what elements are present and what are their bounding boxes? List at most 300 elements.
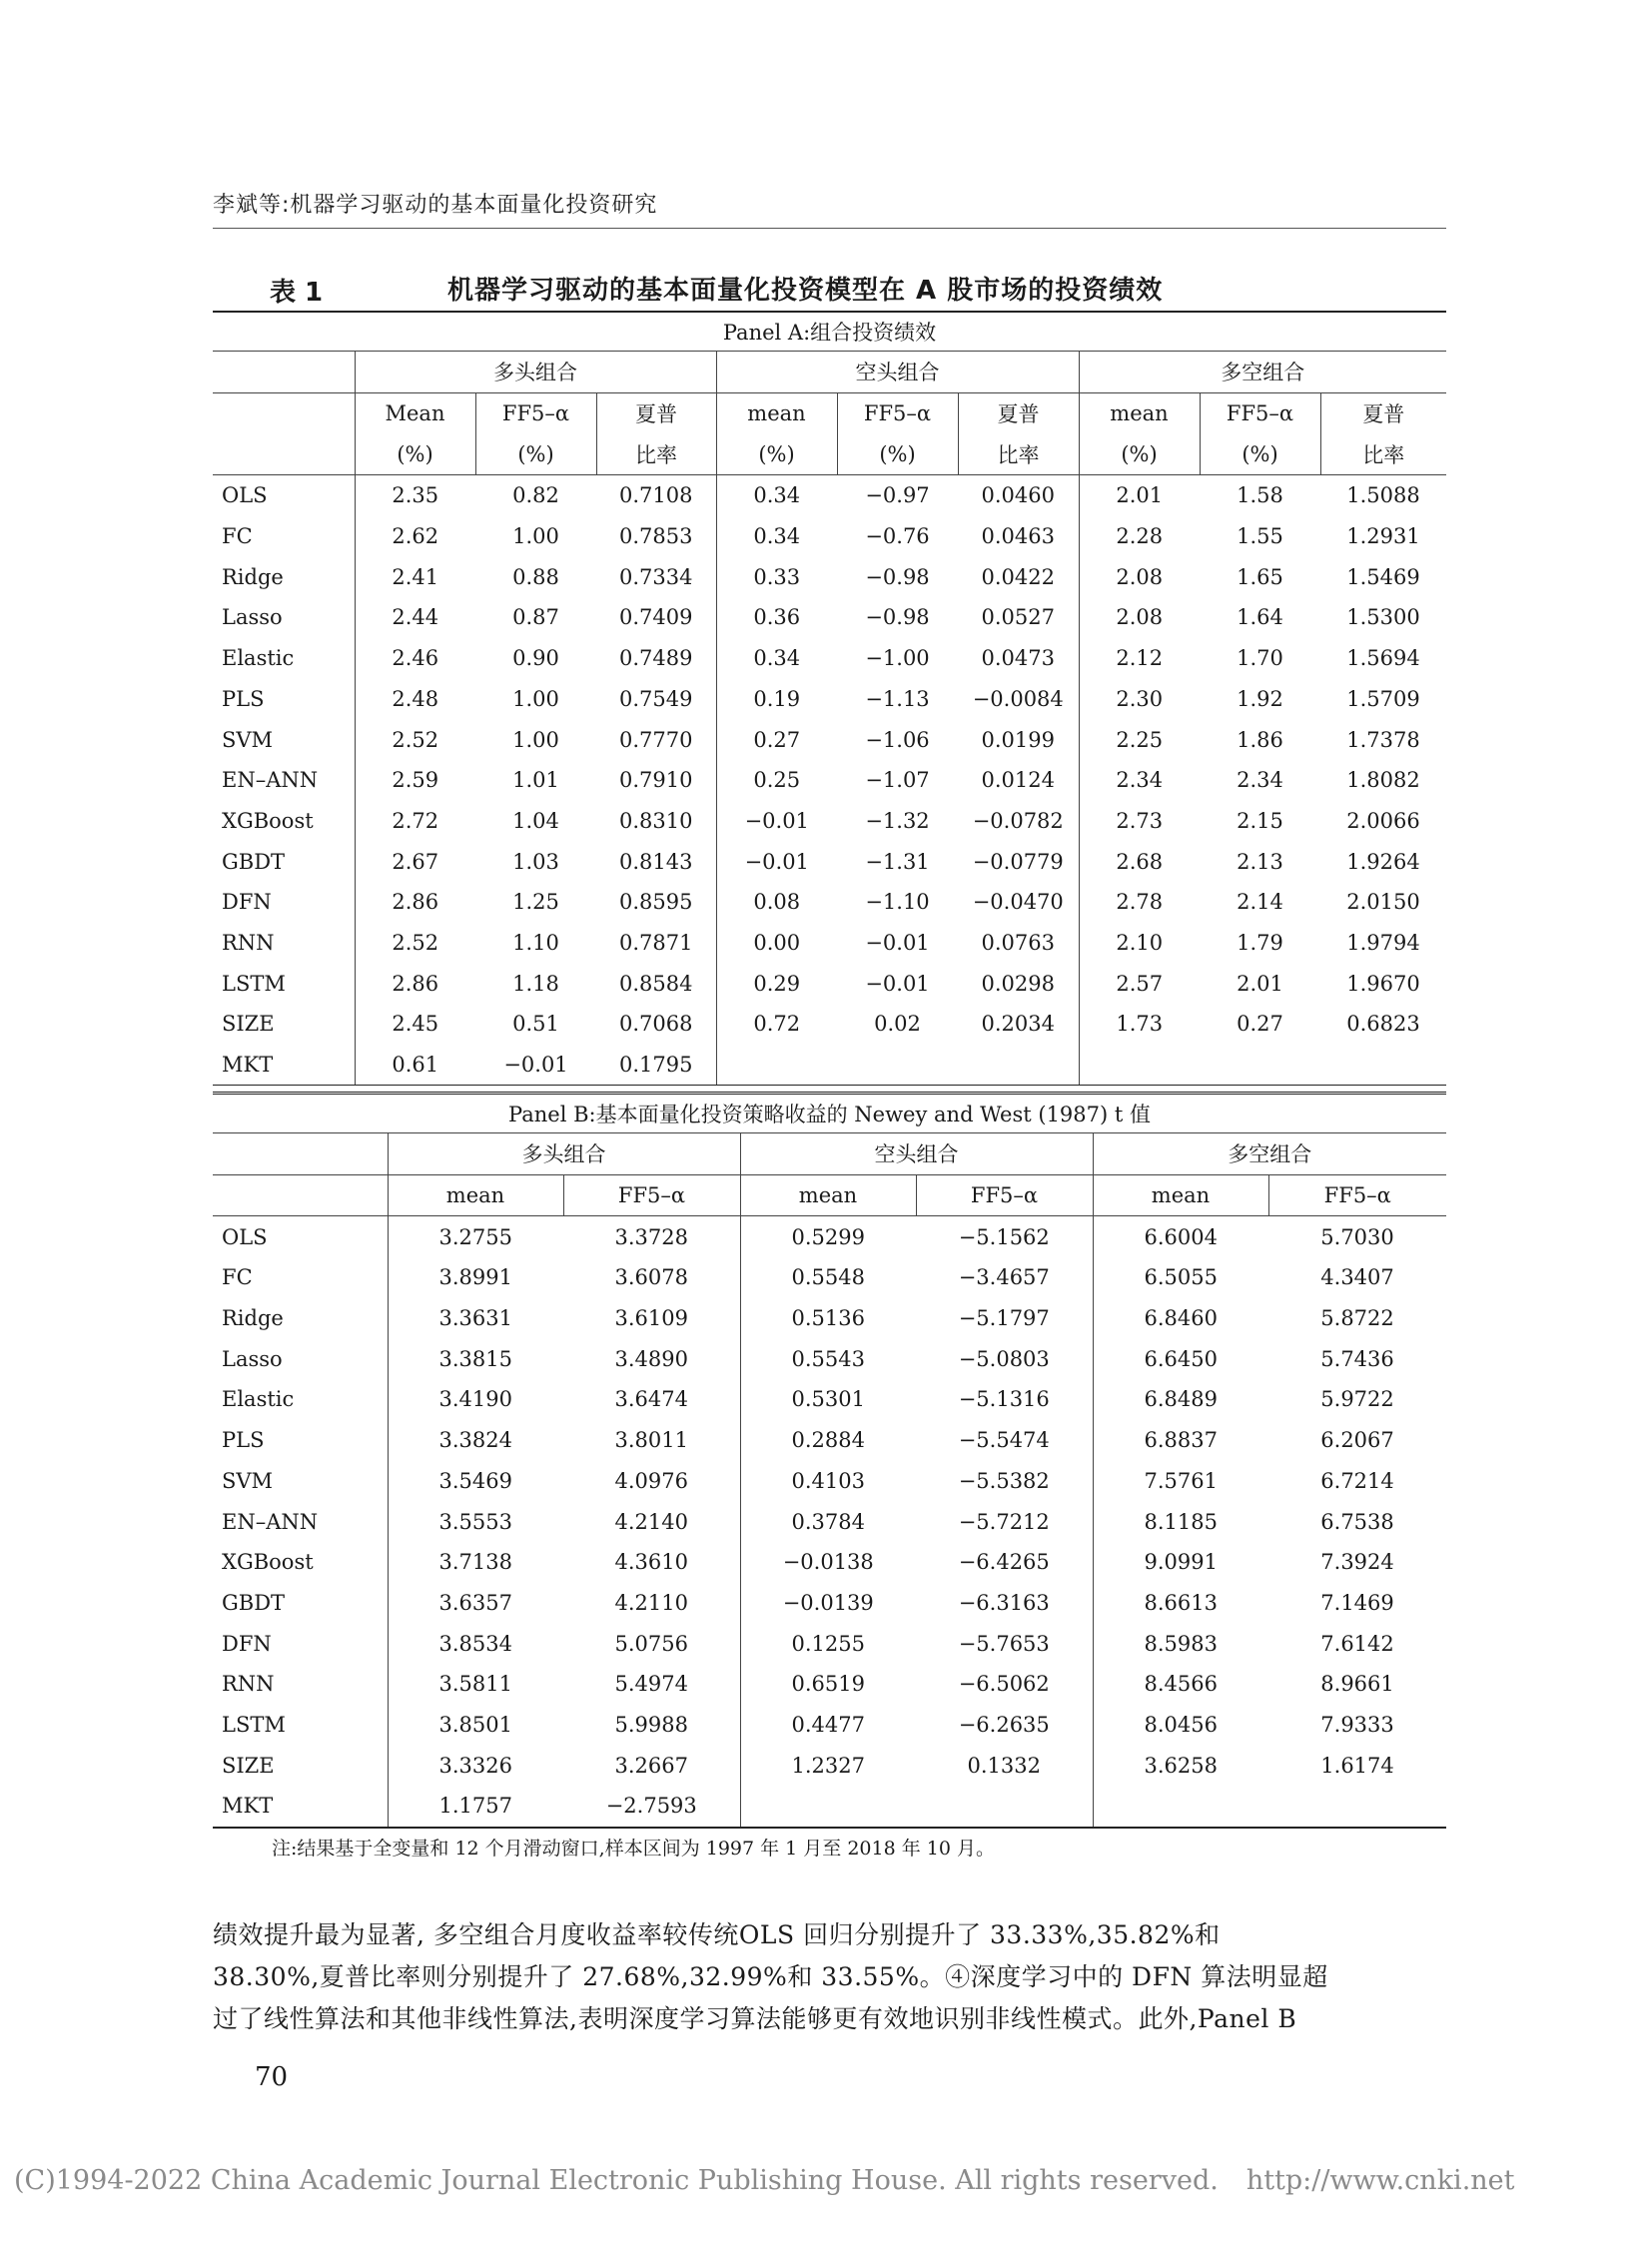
row-label: FC [213, 516, 355, 557]
table-cell: −5.1316 [916, 1379, 1093, 1420]
row-label: OLS [213, 1216, 388, 1257]
table-row [213, 1623, 1446, 1664]
table-cell: 7.9333 [1320, 1712, 1394, 1737]
table-row [213, 1045, 1446, 1086]
row-label: PLS [213, 1420, 388, 1461]
table-cell: −2.7593 [563, 1786, 740, 1828]
table-cell: 0.7334 [596, 556, 716, 597]
table-row [213, 597, 1446, 638]
row-label: MKT [213, 1786, 388, 1828]
subheader-unit: (%) [716, 433, 837, 474]
table-cell: 6.7214 [1320, 1468, 1394, 1493]
table-cell: 8.9661 [1320, 1672, 1394, 1697]
table-cell: 2.67 [392, 849, 439, 874]
table-cell: 6.7538 [1320, 1509, 1394, 1534]
stub-header [213, 433, 355, 474]
table-cell: 3.5811 [438, 1672, 512, 1697]
table-cell: 1.70 [1237, 646, 1283, 671]
table-cell: 1.5469 [1346, 564, 1420, 589]
table-cell: 5.7030 [1320, 1224, 1394, 1249]
table-cell: −6.5062 [916, 1664, 1093, 1705]
table-cell: 1.04 [512, 808, 559, 833]
table-cell: 2.45 [392, 1012, 439, 1037]
row-label: SVM [213, 1461, 388, 1502]
table-cell: 0.33 [753, 564, 801, 589]
table-cell: 0.8595 [596, 882, 716, 923]
table-cell: 3.8501 [438, 1712, 512, 1737]
table-cell: 2.86 [392, 971, 439, 996]
table-cell: 0.87 [512, 605, 559, 630]
table-note: 注:结果基于全变量和 12 个月滑动窗口,样本区间为 1997 年 1 月至 2018 年 10 月。 [272, 1838, 995, 1860]
table-cell: 0.61 [355, 1045, 475, 1086]
table-cell: 2.48 [392, 686, 439, 711]
table-cell: 3.3728 [563, 1216, 740, 1257]
table-cell: 0.7549 [596, 679, 716, 720]
group-header-long: 多头组合 [388, 1133, 740, 1175]
group-header-long-short: 多空组合 [1079, 352, 1446, 393]
table-cell: −5.7653 [916, 1623, 1093, 1664]
subheader: mean [1093, 1174, 1268, 1216]
table-cell [1093, 1786, 1268, 1828]
table-cell: 1.2327 [791, 1753, 865, 1778]
table-title: 机器学习驱动的基本面量化投资模型在 A 股市场的投资绩效 [447, 276, 1164, 306]
table-cell: 5.7436 [1320, 1346, 1394, 1371]
table-cell: −1.07 [865, 768, 930, 793]
table-cell: 3.6474 [563, 1379, 740, 1420]
row-label: SIZE [213, 1004, 355, 1045]
table-cell: 1.5300 [1346, 605, 1420, 630]
table-cell: 3.4190 [438, 1387, 512, 1412]
table-cell: 4.0976 [563, 1461, 740, 1502]
subheader: FF5–α [475, 392, 596, 433]
table-row [213, 1664, 1446, 1705]
table-cell: 1.1757 [388, 1786, 563, 1828]
table-cell: 0.7853 [596, 516, 716, 557]
table-row [213, 1501, 1446, 1542]
table-cell: 0.0124 [958, 760, 1079, 801]
table-cell: 4.2140 [563, 1501, 740, 1542]
table-row [213, 1583, 1446, 1624]
table-cell: −0.01 [744, 808, 809, 833]
table-cell: 0.7068 [596, 1004, 716, 1045]
row-label: PLS [213, 679, 355, 720]
table-cell: 6.8460 [1144, 1306, 1218, 1331]
table-cell [1320, 1045, 1446, 1086]
table-cell: 0.4103 [791, 1468, 865, 1493]
table-cell: 0.02 [874, 1012, 921, 1037]
table-cell: −0.98 [865, 605, 930, 630]
table-cell: −5.0803 [916, 1338, 1093, 1379]
table-cell: 1.92 [1237, 686, 1283, 711]
table-cell: 6.5055 [1144, 1265, 1218, 1290]
table-cell: 5.9988 [563, 1705, 740, 1746]
table-row [213, 1461, 1446, 1502]
table-row [213, 1420, 1446, 1461]
table-cell: 2.01 [1237, 971, 1283, 996]
table-row [213, 638, 1446, 679]
group-header-short: 空头组合 [716, 352, 1079, 393]
footer [14, 2165, 1515, 2196]
table-cell: 1.00 [512, 727, 559, 752]
subheader: FF5–α [1200, 392, 1320, 433]
table-cell: 1.64 [1237, 605, 1283, 630]
table-cell: 6.2067 [1320, 1428, 1394, 1453]
table-cell: 0.27 [1237, 1012, 1283, 1037]
table-cell: 3.8991 [438, 1265, 512, 1290]
table-cell: −0.0470 [958, 882, 1079, 923]
table-cell: 0.90 [512, 646, 559, 671]
table-cell: 3.3631 [438, 1306, 512, 1331]
table-cell: 1.03 [512, 849, 559, 874]
table-cell: −0.0779 [958, 841, 1079, 882]
table-cell: 0.8584 [596, 963, 716, 1004]
table-cell: 0.6823 [1346, 1012, 1420, 1037]
table-cell: 2.08 [1116, 564, 1164, 589]
table-cell: 1.01 [512, 768, 559, 793]
table-cell: 4.3610 [563, 1542, 740, 1583]
table-cell: −0.97 [865, 483, 930, 508]
table-cell: 2.41 [392, 564, 439, 589]
subheader: FF5–α [1268, 1174, 1446, 1216]
table-cell: −5.1562 [916, 1216, 1093, 1257]
subheader-unit: 比率 [958, 433, 1079, 474]
row-label: MKT [213, 1045, 355, 1086]
row-label: XGBoost [213, 801, 355, 842]
table-cell: 0.0527 [958, 597, 1079, 638]
row-label: XGBoost [213, 1542, 388, 1583]
table-cell: 0.7108 [596, 475, 716, 516]
table-cell: 1.73 [1116, 1012, 1164, 1037]
table-cell: 2.57 [1116, 971, 1164, 996]
table-cell: 0.1332 [916, 1745, 1093, 1786]
row-label: EN–ANN [213, 760, 355, 801]
table-row [213, 1298, 1446, 1339]
table-cell: 1.86 [1237, 727, 1283, 752]
table-row [213, 882, 1446, 923]
table-cell: 0.8143 [596, 841, 716, 882]
table-cell: 0.7770 [596, 719, 716, 760]
subheader: mean [716, 392, 837, 433]
subheader: 夏普 [1362, 402, 1405, 427]
table-cell: −6.3163 [916, 1583, 1093, 1624]
table-cell: 1.7378 [1346, 727, 1420, 752]
table-cell: 8.0456 [1144, 1712, 1218, 1737]
table-cell: 2.52 [392, 727, 439, 752]
table-row [213, 841, 1446, 882]
table-cell: 1.9670 [1346, 971, 1420, 996]
table-cell: 0.51 [512, 1012, 559, 1037]
table-cell: 0.88 [512, 564, 559, 589]
table-cell: 0.00 [753, 930, 801, 955]
table-cell: 0.0473 [958, 638, 1079, 679]
table-row [213, 475, 1446, 516]
header-rule [213, 228, 1446, 229]
page-number: 70 [255, 2062, 289, 2092]
table-cell: 6.8489 [1144, 1387, 1218, 1412]
table-cell: 0.5548 [791, 1265, 865, 1290]
subheader-unit: 比率 [596, 433, 716, 474]
table-cell: 3.3824 [438, 1428, 512, 1453]
running-head: 李斌等:机器学习驱动的基本面量化投资研究 [213, 193, 658, 218]
table-cell: 6.6004 [1144, 1224, 1218, 1249]
row-label: RNN [213, 1664, 388, 1705]
subheader: mean [388, 1174, 563, 1216]
table-cell: 3.6078 [563, 1257, 740, 1298]
table-row [213, 1745, 1446, 1786]
table-cell: −0.0084 [958, 679, 1079, 720]
table-cell: 2.0150 [1346, 890, 1420, 915]
table-cell: 0.0298 [958, 963, 1079, 1004]
table-cell: −1.00 [865, 646, 930, 671]
table-cell: 0.6519 [791, 1672, 865, 1697]
panel-b-table [213, 1092, 1446, 1829]
row-label: LSTM [213, 1705, 388, 1746]
panel-b-title: Panel B:基本面量化投资策略收益的 Newey and West (1987) t 值 [213, 1094, 1446, 1133]
subheader: FF5–α [916, 1174, 1093, 1216]
table-cell: 2.25 [1116, 727, 1164, 752]
subheader: mean [740, 1174, 916, 1216]
table-row [213, 516, 1446, 557]
table-row [213, 923, 1446, 964]
table-cell [958, 1045, 1079, 1086]
table-cell: 1.55 [1237, 524, 1283, 549]
table-cell: 2.59 [392, 768, 439, 793]
table-cell: 1.9264 [1346, 849, 1420, 874]
table-cell: 1.25 [512, 890, 559, 915]
stub-header [213, 1133, 388, 1175]
table-cell: 1.8082 [1346, 768, 1420, 793]
group-header-short: 空头组合 [740, 1133, 1093, 1175]
table-cell: 2.30 [1116, 686, 1164, 711]
subheader-unit: 比率 [1320, 433, 1446, 474]
subheader-unit: (%) [1079, 433, 1200, 474]
table-cell: 0.7489 [596, 638, 716, 679]
subheader: FF5–α [837, 392, 958, 433]
table-cell: 3.6109 [563, 1298, 740, 1339]
subheader-unit: (%) [355, 433, 475, 474]
table-cell: 3.4890 [563, 1338, 740, 1379]
row-label: Ridge [213, 556, 355, 597]
table-cell: −6.4265 [916, 1542, 1093, 1583]
table-cell: 4.3407 [1320, 1265, 1394, 1290]
table-row [213, 1257, 1446, 1298]
table-cell: 3.2667 [563, 1745, 740, 1786]
table-cell: −0.76 [865, 524, 930, 549]
row-label: DFN [213, 1623, 388, 1664]
table-cell: 3.6258 [1144, 1753, 1218, 1778]
table-cell: −0.98 [865, 564, 930, 589]
table-cell: 2.10 [1116, 930, 1164, 955]
table-cell: −1.10 [865, 890, 930, 915]
stub-header [213, 392, 355, 433]
group-header-long: 多头组合 [355, 352, 716, 393]
table-row [213, 801, 1446, 842]
table-cell: 3.6357 [438, 1590, 512, 1615]
row-label: Ridge [213, 1298, 388, 1339]
table-cell: 0.0460 [958, 475, 1079, 516]
table-cell [1079, 1045, 1200, 1086]
table-cell: −0.01 [865, 971, 930, 996]
table-cell: −0.01 [475, 1045, 596, 1086]
table-cell: 7.3924 [1320, 1550, 1394, 1575]
table-cell: 0.29 [753, 971, 801, 996]
table-cell: 0.1255 [791, 1631, 865, 1656]
table-row [213, 719, 1446, 760]
table-cell: −1.32 [865, 808, 930, 833]
table-cell: 0.34 [753, 483, 801, 508]
table-cell: −0.01 [744, 849, 809, 874]
table-cell: 2.73 [1116, 808, 1164, 833]
table-cell: 8.4566 [1144, 1672, 1218, 1697]
row-label: Elastic [213, 1379, 388, 1420]
stub-header [213, 1174, 388, 1216]
row-label: DFN [213, 882, 355, 923]
table-cell: 2.28 [1116, 524, 1164, 549]
table-cell: −0.0782 [958, 801, 1079, 842]
table-row [213, 1004, 1446, 1045]
body-text-line: 绩效提升最为显著, 多空组合月度收益率较传统OLS 回归分别提升了 33.33%,35.82%和 [213, 1920, 1221, 1949]
table-cell: 3.3815 [438, 1346, 512, 1371]
table-cell: 7.6142 [1320, 1631, 1394, 1656]
subheader: FF5–α [563, 1174, 740, 1216]
table-cell: 1.65 [1237, 564, 1283, 589]
table-cell: 0.08 [753, 890, 801, 915]
table-cell: 8.1185 [1144, 1509, 1218, 1534]
table-cell: 0.2034 [958, 1004, 1079, 1045]
panel-a-title: Panel A:组合投资绩效 [213, 312, 1446, 352]
table-cell: 0.5301 [791, 1387, 865, 1412]
subheader: Mean [355, 392, 475, 433]
table-cell: 0.8310 [596, 801, 716, 842]
table-cell: −1.13 [865, 686, 930, 711]
table-cell: 1.5694 [1346, 646, 1420, 671]
table-cell [916, 1786, 1093, 1828]
footer-copyright: (C)1994-2022 China Academic Journal Electronic Publishing House. All rights reserved. [14, 2165, 1219, 2196]
row-label: Lasso [213, 1338, 388, 1379]
table-cell: 0.34 [753, 646, 801, 671]
table-cell: 0.7871 [596, 923, 716, 964]
panel-a-table [213, 311, 1446, 1086]
table-cell: 3.3326 [438, 1753, 512, 1778]
table-cell: 2.78 [1116, 890, 1164, 915]
table-cell [1268, 1786, 1446, 1828]
table-cell: 8.6613 [1144, 1590, 1218, 1615]
table-cell [716, 1045, 837, 1086]
table-cell: 2.86 [392, 890, 439, 915]
table-cell: 1.10 [512, 930, 559, 955]
table-cell: 3.2755 [438, 1224, 512, 1249]
table-cell: 2.15 [1237, 808, 1283, 833]
table-cell: 2.34 [1116, 768, 1164, 793]
row-label: FC [213, 1257, 388, 1298]
table-cell: 7.5761 [1144, 1468, 1218, 1493]
table-cell: 2.12 [1116, 646, 1164, 671]
row-label: Lasso [213, 597, 355, 638]
table-row [213, 760, 1446, 801]
footer-url: http://www.cnki.net [1245, 2165, 1515, 2196]
table-cell: 0.0463 [958, 516, 1079, 557]
table-cell: 9.0991 [1144, 1550, 1218, 1575]
table-cell: 1.5709 [1346, 686, 1420, 711]
table-cell: 3.8011 [563, 1420, 740, 1461]
row-label: LSTM [213, 963, 355, 1004]
table-row [213, 556, 1446, 597]
subheader-unit: (%) [837, 433, 958, 474]
table-cell: 1.2931 [1346, 524, 1420, 549]
table-cell: 1.00 [512, 524, 559, 549]
table-cell: 3.8534 [438, 1631, 512, 1656]
table-cell: 0.36 [753, 605, 801, 630]
table-cell: 0.5543 [791, 1346, 865, 1371]
table-cell: 2.14 [1237, 890, 1283, 915]
table-cell: 2.13 [1237, 849, 1283, 874]
table-cell: 0.0199 [958, 719, 1079, 760]
table-cell: 0.34 [753, 524, 801, 549]
table-cell: 2.46 [392, 646, 439, 671]
table-cell: −5.7212 [916, 1501, 1093, 1542]
body-text-line: 过了线性算法和其他非线性算法,表明深度学习算法能够更有效地识别非线性模式。此外,Panel B [213, 2004, 1297, 2033]
subheader: mean [1079, 392, 1200, 433]
row-label: GBDT [213, 1583, 388, 1624]
table-cell: −6.2635 [916, 1705, 1093, 1746]
table-cell: 0.82 [512, 483, 559, 508]
table-cell: 2.44 [392, 605, 439, 630]
table-cell: 7.1469 [1320, 1590, 1394, 1615]
stub-header [213, 352, 355, 393]
table-cell: 3.5553 [438, 1509, 512, 1534]
table-cell: −0.0139 [782, 1590, 874, 1615]
table-cell: 2.0066 [1346, 808, 1420, 833]
table-row [213, 963, 1446, 1004]
table-cell: 2.52 [392, 930, 439, 955]
table-cell: −3.4657 [916, 1257, 1093, 1298]
row-label: RNN [213, 923, 355, 964]
row-label: OLS [213, 475, 355, 516]
table-cell: 5.4974 [563, 1664, 740, 1705]
table-cell: 0.25 [753, 768, 801, 793]
subheader-unit: (%) [1200, 433, 1320, 474]
table-cell: 1.5088 [1346, 483, 1420, 508]
table-cell: 0.7409 [596, 597, 716, 638]
table-cell: 1.00 [512, 686, 559, 711]
table-cell: 0.72 [753, 1012, 801, 1037]
table-cell: 1.6174 [1320, 1753, 1394, 1778]
table-cell: 5.8722 [1320, 1306, 1394, 1331]
table-cell: 0.5299 [791, 1224, 865, 1249]
table-row [213, 1379, 1446, 1420]
table-cell: −0.01 [865, 930, 930, 955]
table-cell: 4.2110 [563, 1583, 740, 1624]
table-cell: −5.5474 [916, 1420, 1093, 1461]
table-cell: 2.01 [1116, 483, 1164, 508]
table-cell: 2.08 [1116, 605, 1164, 630]
subheader: 夏普 [958, 392, 1079, 433]
table-row [213, 1705, 1446, 1746]
table-cell: 0.5136 [791, 1306, 865, 1331]
table-cell: 0.0422 [958, 556, 1079, 597]
table-cell: −0.0138 [782, 1550, 874, 1575]
table-cell: −5.5382 [916, 1461, 1093, 1502]
table-row [213, 679, 1446, 720]
table-cell: 6.8837 [1144, 1428, 1218, 1453]
table-cell: 1.58 [1237, 483, 1283, 508]
table-cell: 6.6450 [1144, 1346, 1218, 1371]
table-cell: 2.35 [392, 483, 439, 508]
table-row [213, 1338, 1446, 1379]
group-header-long-short: 多空组合 [1093, 1133, 1446, 1175]
table-cell [837, 1045, 958, 1086]
row-label: Elastic [213, 638, 355, 679]
